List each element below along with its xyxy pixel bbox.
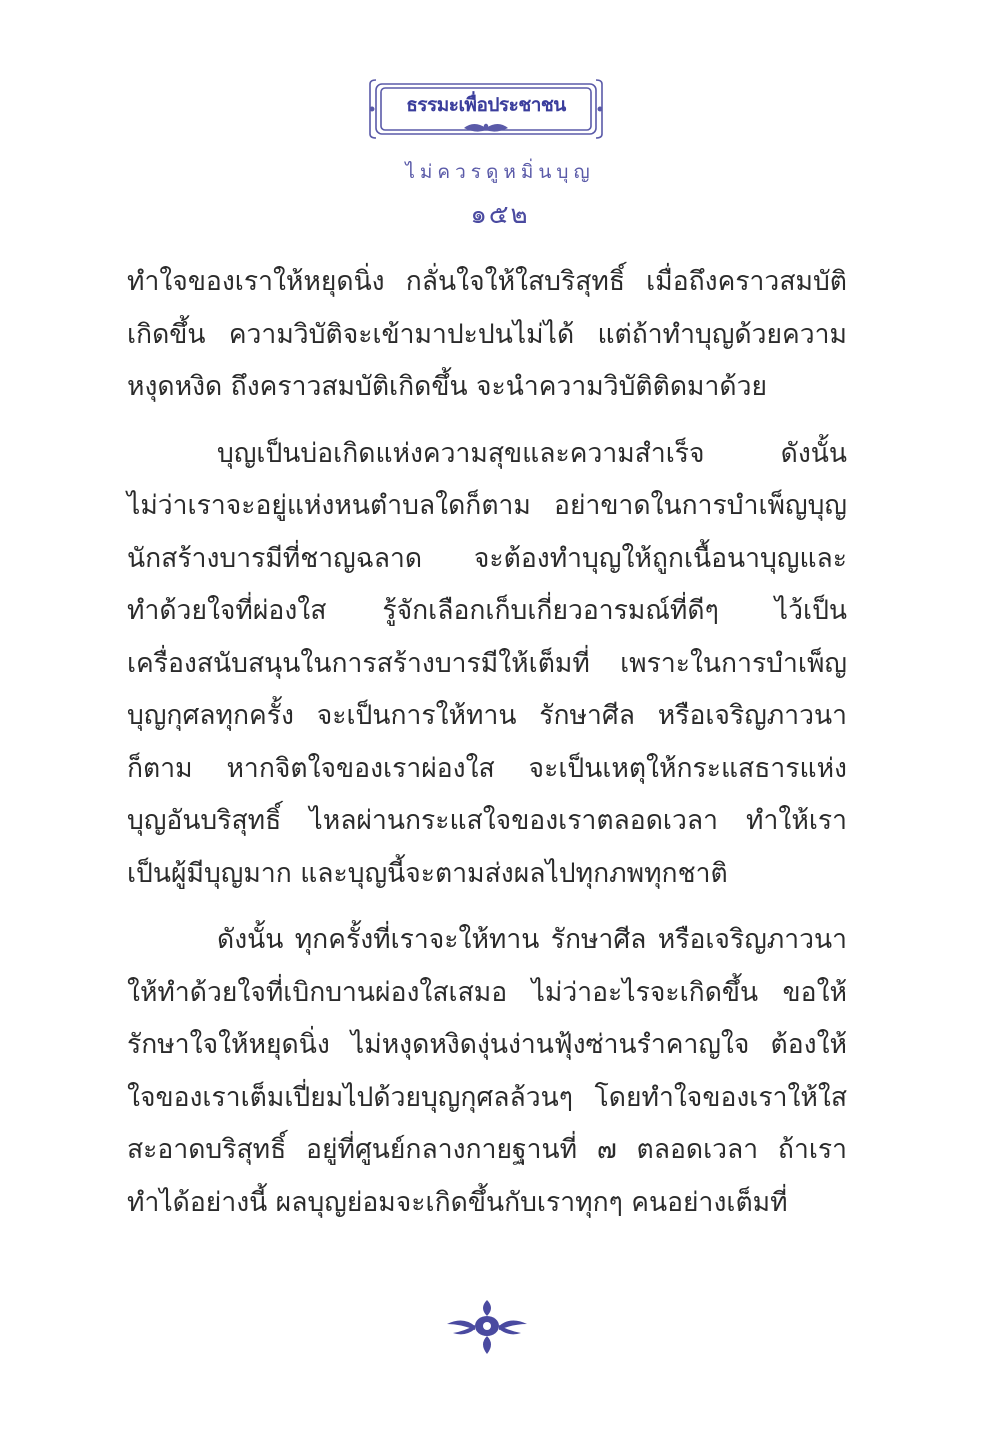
page-header — [0, 0, 1000, 230]
text-line: รักษาใจให้หยุดนิ่ง ไม่หงุดหงิดงุ่นง่านฟุ้งซ่านรำคาญใจ ต้องให้ — [127, 1029, 847, 1060]
text-line: สะอาดบริสุทธิ์ อยู่ที่ศูนย์กลางกายฐานที่ ๗ ตลอดเวลา ถ้าเรา — [127, 1134, 847, 1165]
paragraph — [127, 256, 847, 414]
series-logo — [368, 78, 604, 144]
text-line: ใจของเราเต็มเปี่ยมไปด้วยบุญกุศลล้วนๆ โดยทำใจของเราให้ใส — [127, 1081, 847, 1113]
paragraph — [127, 914, 847, 1229]
text-line: หงุดหงิด ถึงคราวสมบัติเกิดขึ้น จะนำความวิบัติติดมาด้วย — [127, 371, 768, 402]
text-line: บุญกุศลทุกครั้ง จะเป็นการให้ทาน รักษาศีล หรือเจริญภาวนา — [127, 700, 847, 731]
text-line: บุญเป็นบ่อเกิดแห่งความสุขและความสำเร็จ ดังนั้น — [217, 437, 847, 469]
text-line: บุญอันบริสุทธิ์ ไหลผ่านกระแสใจของเราตลอดเวลา ทำให้เรา — [127, 805, 847, 836]
text-line: ทำใจของเราให้หยุดนิ่ง กลั่นใจให้ใสบริสุทธิ์ เมื่อถึงคราวสมบัติ — [127, 266, 847, 297]
text-line: นักสร้างบารมีที่ชาญฉลาด จะต้องทำบุญให้ถูกเนื้อนาบุญและ — [127, 542, 847, 574]
text-line: เกิดขึ้น ความวิบัติจะเข้ามาปะปนไม่ได้ แต่ถ้าทำบุญด้วยความ — [127, 318, 847, 350]
body-text — [127, 256, 847, 1229]
paragraph — [127, 428, 847, 901]
text-line: เครื่องสนับสนุนในการสร้างบารมีให้เต็มที่ เพราะในการบำเพ็ญ — [127, 647, 847, 679]
footer-ornament-icon — [445, 1296, 529, 1358]
text-line: ให้ทำด้วยใจที่เบิกบานผ่องใสเสมอ ไม่ว่าอะไรจะเกิดขึ้น ขอให้ — [127, 976, 847, 1008]
text-line: ทำได้อย่างนี้ ผลบุญย่อมจะเกิดขึ้นกับเราทุกๆ คนอย่างเต็มที่ — [127, 1186, 788, 1218]
text-line: ทำด้วยใจที่ผ่องใส รู้จักเลือกเก็บเกี่ยวอารมณ์ที่ดีๆ ไว้เป็น — [127, 595, 847, 626]
series-logo-text: ธรรมะเพื่อประชาชน — [406, 94, 566, 116]
text-line: เป็นผู้มีบุญมาก และบุญนี้จะตามส่งผลไปทุกภพทุกชาติ — [127, 857, 728, 889]
text-line: ดังนั้น ทุกครั้งที่เราจะให้ทาน รักษาศีล หรือเจริญภาวนา — [217, 924, 847, 955]
text-line: ก็ตาม หากจิตใจของเราผ่องใส จะเป็นเหตุให้กระแสธารแห่ง — [127, 752, 847, 784]
chapter-title: ไม่ควรดูหมิ่นบุญ — [405, 161, 595, 183]
page-number: ๑๕๒ — [470, 200, 530, 230]
text-line: ไม่ว่าเราจะอยู่แห่งหนตำบลใดก็ตาม อย่าขาดในการบำเพ็ญบุญ — [127, 490, 847, 521]
